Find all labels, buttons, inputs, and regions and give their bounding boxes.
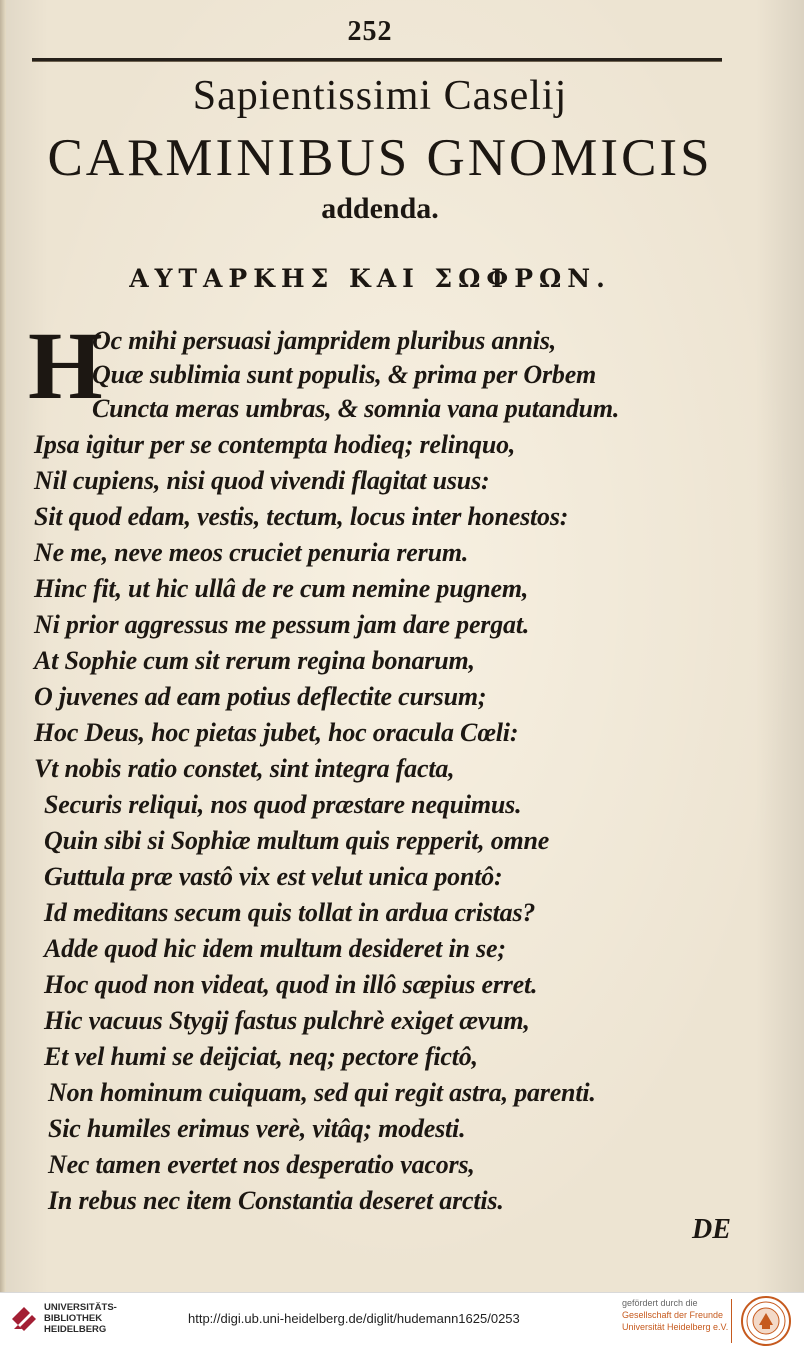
catchword: DE [692, 1214, 731, 1245]
verse-line: Hoc Deus, hoc pietas jubet, hoc oracula Cœli: [34, 718, 519, 747]
verse-line: Ipsa igitur per se contempta hodieq; relinquo, [34, 430, 516, 459]
sponsor-org-line: Gesellschaft der Freunde [622, 1310, 724, 1320]
verse-line: Sit quod edam, vestis, tectum, locus inter honestos: [34, 502, 569, 531]
university-library-logo-icon[interactable] [10, 1305, 38, 1333]
greek-heading: ΑΥΤΑΡΚΗΣ ΚΑΙ ΣΩΦΡΩΝ. [129, 264, 611, 293]
title-line-3: addenda. [321, 192, 439, 225]
verse-line: Cuncta meras umbras, & somnia vana putandum. [92, 394, 620, 423]
verse-line: Hoc quod non videat, quod in illô sæpius erret. [44, 970, 538, 999]
verse-line: O juvenes ad eam potius deflectite cursum; [34, 682, 487, 711]
verse-line: Guttula præ vastô vix est velut unica pontô: [44, 862, 503, 891]
verse-line: Non hominum cuiquam, sed qui regit astra, parenti. [48, 1078, 596, 1107]
verse-line: Hic vacuus Stygij fastus pulchrè exiget ævum, [44, 1006, 530, 1035]
verse-line: Ne me, neve meos cruciet penuria rerum. [34, 538, 469, 567]
verse-line: Nec tamen evertet nos desperatio vacors, [48, 1150, 475, 1179]
sponsor-intro: gefördert durch die [622, 1298, 698, 1308]
sponsor-org-line: Universität Heidelberg e.V. [622, 1322, 729, 1332]
header-rule [32, 58, 722, 62]
university-seal-icon[interactable] [740, 1295, 792, 1347]
document-url-link[interactable]: http://digi.ub.uni-heidelberg.de/diglit/hudemann1625/0253 [188, 1311, 520, 1326]
library-name-line: HEIDELBERG [44, 1324, 107, 1335]
title-line-2: CARMINIBUS GNOMICIS [47, 129, 713, 187]
verse-line: Et vel humi se deijciat, neq; pectore fictô, [44, 1042, 478, 1071]
title-line-1: Sapientissimi Caselij [192, 73, 568, 119]
verse-line: Quæ sublimia sunt populis, & prima per Orbem [92, 360, 597, 389]
verse-line: Nil cupiens, nisi quod vivendi flagitat usus: [34, 466, 490, 495]
verse-line: Quin sibi si Sophiæ multum quis repperit, omne [44, 826, 550, 855]
verse-line: Adde quod hic idem multum desideret in se; [44, 934, 506, 963]
library-name-line: UNIVERSITÄTS- [44, 1302, 117, 1313]
footer-bar [0, 1292, 804, 1350]
verse-line: In rebus nec item Constantia deseret arctis. [48, 1186, 504, 1215]
library-name[interactable] [44, 1302, 174, 1335]
verse-line: At Sophie cum sit rerum regina bonarum, [34, 646, 475, 675]
verse-line: Id meditans secum quis tollat in ardua cristas? [44, 898, 536, 927]
sponsor-divider [731, 1299, 732, 1343]
library-name-line: BIBLIOTHEK [44, 1313, 103, 1324]
verse-line: Hinc fit, ut hic ullâ de re cum nemine pugnem, [34, 574, 529, 603]
sponsor-credit[interactable] [622, 1297, 732, 1333]
drop-cap: H [28, 312, 103, 419]
verse-line: Securis reliqui, nos quod præstare nequimus. [44, 790, 522, 819]
verse-line: Oc mihi persuasi jampridem pluribus annis, [92, 326, 557, 355]
verse-line: Sic humiles erimus verè, vitâq; modesti. [48, 1114, 466, 1143]
page-number: 252 [347, 16, 393, 47]
verse-line: Ni prior aggressus me pessum jam dare pergat. [34, 610, 530, 639]
verse-line: Vt nobis ratio constet, sint integra facta, [34, 754, 455, 783]
